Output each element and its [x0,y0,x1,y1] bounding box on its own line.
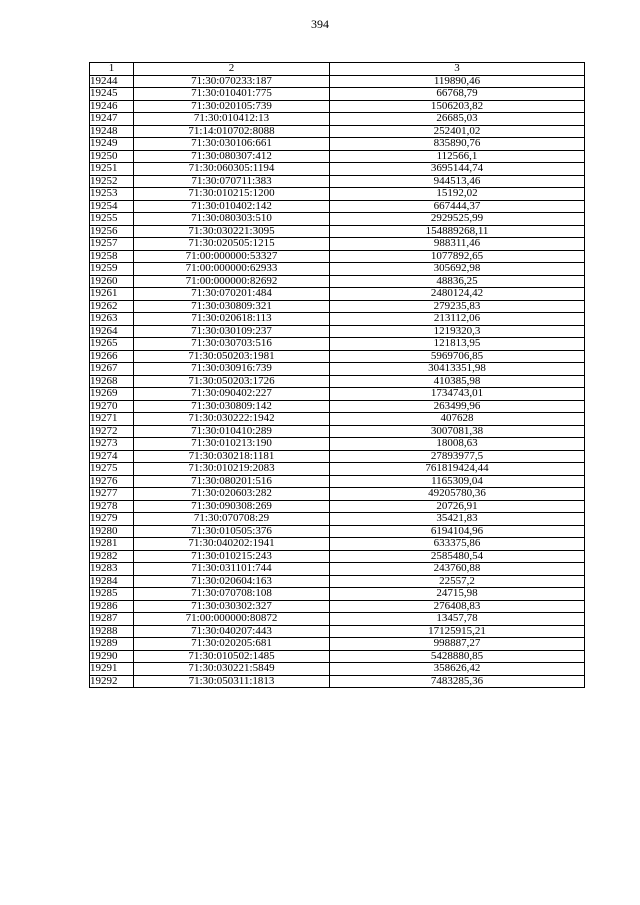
table-row [90,138,585,151]
value-cell: 48836,25 [330,275,585,288]
row-number-cell: 19245 [90,88,134,101]
value-cell: 17125915,21 [330,625,585,638]
value-cell: 410385,98 [330,375,585,388]
table-row [90,550,585,563]
row-number-cell: 19275 [90,463,134,476]
row-number-cell: 19277 [90,488,134,501]
value-cell: 1506203,82 [330,100,585,113]
value-cell: 2480124,42 [330,288,585,301]
cadastral-number-cell: 71:30:010215:1200 [134,188,330,201]
cadastral-number-cell: 71:30:050311:1813 [134,675,330,688]
table-row [90,600,585,613]
row-number-cell: 19278 [90,500,134,513]
value-cell: 263499,96 [330,400,585,413]
value-cell: 6194104,96 [330,525,585,538]
table-row [90,163,585,176]
table-row [90,200,585,213]
value-cell: 1219320,3 [330,325,585,338]
value-cell: 20726,91 [330,500,585,513]
row-number-cell: 19284 [90,575,134,588]
table-row [90,275,585,288]
row-number-cell: 19271 [90,413,134,426]
row-number-cell: 19285 [90,588,134,601]
table-row [90,213,585,226]
value-cell: 213112,06 [330,313,585,326]
value-cell: 121813,95 [330,338,585,351]
cadastral-number-cell: 71:30:010401:775 [134,88,330,101]
value-cell: 1077892,65 [330,250,585,263]
value-cell: 27893977,5 [330,450,585,463]
table-row [90,363,585,376]
table-row [90,288,585,301]
cadastral-number-cell: 71:30:010215:243 [134,550,330,563]
cadastral-number-cell: 71:30:030221:3095 [134,225,330,238]
cadastral-number-cell: 71:30:010412:13 [134,113,330,126]
cadastral-number-cell: 71:30:010402:142 [134,200,330,213]
row-number-cell: 19270 [90,400,134,413]
table-row [90,375,585,388]
cadastral-number-cell: 71:30:010505:376 [134,525,330,538]
table-body [90,75,585,688]
table-row [90,625,585,638]
cadastral-number-cell: 71:30:080307:412 [134,150,330,163]
cadastral-number-cell: 71:30:020603:282 [134,488,330,501]
value-cell: 5428880,85 [330,650,585,663]
value-cell: 633375,86 [330,538,585,551]
value-cell: 279235,83 [330,300,585,313]
table-row [90,650,585,663]
value-cell: 22557,2 [330,575,585,588]
cadastral-number-cell: 71:30:010502:1485 [134,650,330,663]
table-row [90,225,585,238]
cadastral-number-cell: 71:30:030703:516 [134,338,330,351]
column-header-2: 2 [134,63,330,76]
cadastral-number-cell: 71:00:000000:53327 [134,250,330,263]
table-row [90,325,585,338]
value-cell: 835890,76 [330,138,585,151]
value-cell: 1734743,01 [330,388,585,401]
cadastral-number-cell: 71:30:070201:484 [134,288,330,301]
cadastral-number-cell: 71:30:010410:289 [134,425,330,438]
cadastral-number-cell: 71:30:030106:661 [134,138,330,151]
row-number-cell: 19257 [90,238,134,251]
cadastral-number-cell: 71:14:010702:8088 [134,125,330,138]
value-cell: 3007081,38 [330,425,585,438]
row-number-cell: 19250 [90,150,134,163]
value-cell: 112566,1 [330,150,585,163]
value-cell: 35421,83 [330,513,585,526]
value-cell: 1165309,04 [330,475,585,488]
table-row [90,538,585,551]
row-number-cell: 19260 [90,275,134,288]
value-cell: 15192,02 [330,188,585,201]
value-cell: 2929525,99 [330,213,585,226]
row-number-cell: 19291 [90,663,134,676]
value-cell: 7483285,36 [330,675,585,688]
table-row [90,675,585,688]
value-cell: 18008,63 [330,438,585,451]
table-row [90,313,585,326]
table-row [90,75,585,88]
value-cell: 243760,88 [330,563,585,576]
cadastral-number-cell: 71:30:020105:739 [134,100,330,113]
value-cell: 26685,03 [330,113,585,126]
value-cell: 5969706,85 [330,350,585,363]
row-number-cell: 19249 [90,138,134,151]
value-cell: 761819424,44 [330,463,585,476]
table-row [90,663,585,676]
cadastral-number-cell: 71:00:000000:82692 [134,275,330,288]
cadastral-number-cell: 71:30:040207:443 [134,625,330,638]
cadastral-number-cell: 71:30:070708:29 [134,513,330,526]
value-cell: 305692,98 [330,263,585,276]
table-row [90,88,585,101]
cadastral-number-cell: 71:30:060305:1194 [134,163,330,176]
value-cell: 24715,98 [330,588,585,601]
cadastral-number-cell: 71:30:030222:1942 [134,413,330,426]
table-row [90,638,585,651]
table-row [90,563,585,576]
column-header-3: 3 [330,63,585,76]
table-row [90,513,585,526]
table-row [90,350,585,363]
row-number-cell: 19253 [90,188,134,201]
row-number-cell: 19282 [90,550,134,563]
row-number-cell: 19290 [90,650,134,663]
row-number-cell: 19262 [90,300,134,313]
table-row [90,500,585,513]
table-row [90,263,585,276]
table-row [90,388,585,401]
cadastral-number-cell: 71:30:010213:190 [134,438,330,451]
table-row [90,488,585,501]
value-cell: 252401,02 [330,125,585,138]
table-row [90,175,585,188]
value-cell: 358626,42 [330,663,585,676]
cadastral-number-cell: 71:30:030218:1181 [134,450,330,463]
cadastral-number-cell: 71:30:020604:163 [134,575,330,588]
row-number-cell: 19281 [90,538,134,551]
row-number-cell: 19269 [90,388,134,401]
cadastral-number-cell: 71:30:080201:516 [134,475,330,488]
row-number-cell: 19287 [90,613,134,626]
cadastral-number-cell: 71:30:070708:108 [134,588,330,601]
row-number-cell: 19274 [90,450,134,463]
row-number-cell: 19259 [90,263,134,276]
table-row [90,188,585,201]
cadastral-number-cell: 71:30:031101:744 [134,563,330,576]
value-cell: 3695144,74 [330,163,585,176]
row-number-cell: 19255 [90,213,134,226]
value-cell: 998887,27 [330,638,585,651]
value-cell: 2585480,54 [330,550,585,563]
table-row [90,238,585,251]
value-cell: 49205780,36 [330,488,585,501]
page-number: 394 [311,17,329,31]
value-cell: 944513,46 [330,175,585,188]
table-row [90,450,585,463]
row-number-cell: 19292 [90,675,134,688]
table-row [90,125,585,138]
row-number-cell: 19254 [90,200,134,213]
table-row [90,438,585,451]
table-row [90,113,585,126]
row-number-cell: 19288 [90,625,134,638]
value-cell: 988311,46 [330,238,585,251]
column-header-1: 1 [90,63,134,76]
cadastral-number-cell: 71:30:070711:383 [134,175,330,188]
row-number-cell: 19248 [90,125,134,138]
cadastral-number-cell: 71:30:030916:739 [134,363,330,376]
value-cell: 154889268,11 [330,225,585,238]
cadastral-number-cell: 71:30:080303:510 [134,213,330,226]
cadastral-number-cell: 71:30:040202:1941 [134,538,330,551]
row-number-cell: 19256 [90,225,134,238]
row-number-cell: 19265 [90,338,134,351]
value-cell: 13457,78 [330,613,585,626]
cadastral-number-cell: 71:30:020505:1215 [134,238,330,251]
row-number-cell: 19272 [90,425,134,438]
cadastral-number-cell: 71:30:030302:327 [134,600,330,613]
data-table [89,62,585,688]
value-cell: 30413351,98 [330,363,585,376]
table-row [90,475,585,488]
cadastral-number-cell: 71:30:070233:187 [134,75,330,88]
table-row [90,338,585,351]
row-number-cell: 19246 [90,100,134,113]
table-row [90,150,585,163]
row-number-cell: 19279 [90,513,134,526]
cadastral-number-cell: 71:30:010219:2083 [134,463,330,476]
cadastral-number-cell: 71:30:090308:269 [134,500,330,513]
value-cell: 667444,37 [330,200,585,213]
table-row [90,400,585,413]
row-number-cell: 19268 [90,375,134,388]
value-cell: 66768,79 [330,88,585,101]
table-row [90,525,585,538]
row-number-cell: 19283 [90,563,134,576]
row-number-cell: 19258 [90,250,134,263]
cadastral-number-cell: 71:30:030221:5849 [134,663,330,676]
row-number-cell: 19280 [90,525,134,538]
row-number-cell: 19261 [90,288,134,301]
table-row [90,100,585,113]
row-number-cell: 19247 [90,113,134,126]
cadastral-number-cell: 71:30:050203:1726 [134,375,330,388]
row-number-cell: 19263 [90,313,134,326]
value-cell: 119890,46 [330,75,585,88]
table-header-row [90,63,585,76]
cadastral-number-cell: 71:30:030809:321 [134,300,330,313]
value-cell: 276408,83 [330,600,585,613]
table-row [90,250,585,263]
cadastral-number-cell: 71:30:030109:237 [134,325,330,338]
cadastral-number-cell: 71:00:000000:62933 [134,263,330,276]
row-number-cell: 19276 [90,475,134,488]
row-number-cell: 19251 [90,163,134,176]
row-number-cell: 19289 [90,638,134,651]
table-row [90,300,585,313]
cadastral-number-cell: 71:30:090402:227 [134,388,330,401]
cadastral-number-cell: 71:00:000000:80872 [134,613,330,626]
row-number-cell: 19267 [90,363,134,376]
row-number-cell: 19266 [90,350,134,363]
table-row [90,575,585,588]
cadastral-number-cell: 71:30:030809:142 [134,400,330,413]
table-row [90,588,585,601]
table-row [90,425,585,438]
row-number-cell: 19286 [90,600,134,613]
row-number-cell: 19252 [90,175,134,188]
table-row [90,613,585,626]
cadastral-number-cell: 71:30:020618:113 [134,313,330,326]
cadastral-number-cell: 71:30:020205:681 [134,638,330,651]
row-number-cell: 19264 [90,325,134,338]
cadastral-number-cell: 71:30:050203:1981 [134,350,330,363]
table-row [90,413,585,426]
table-row [90,463,585,476]
value-cell: 407628 [330,413,585,426]
row-number-cell: 19273 [90,438,134,451]
row-number-cell: 19244 [90,75,134,88]
